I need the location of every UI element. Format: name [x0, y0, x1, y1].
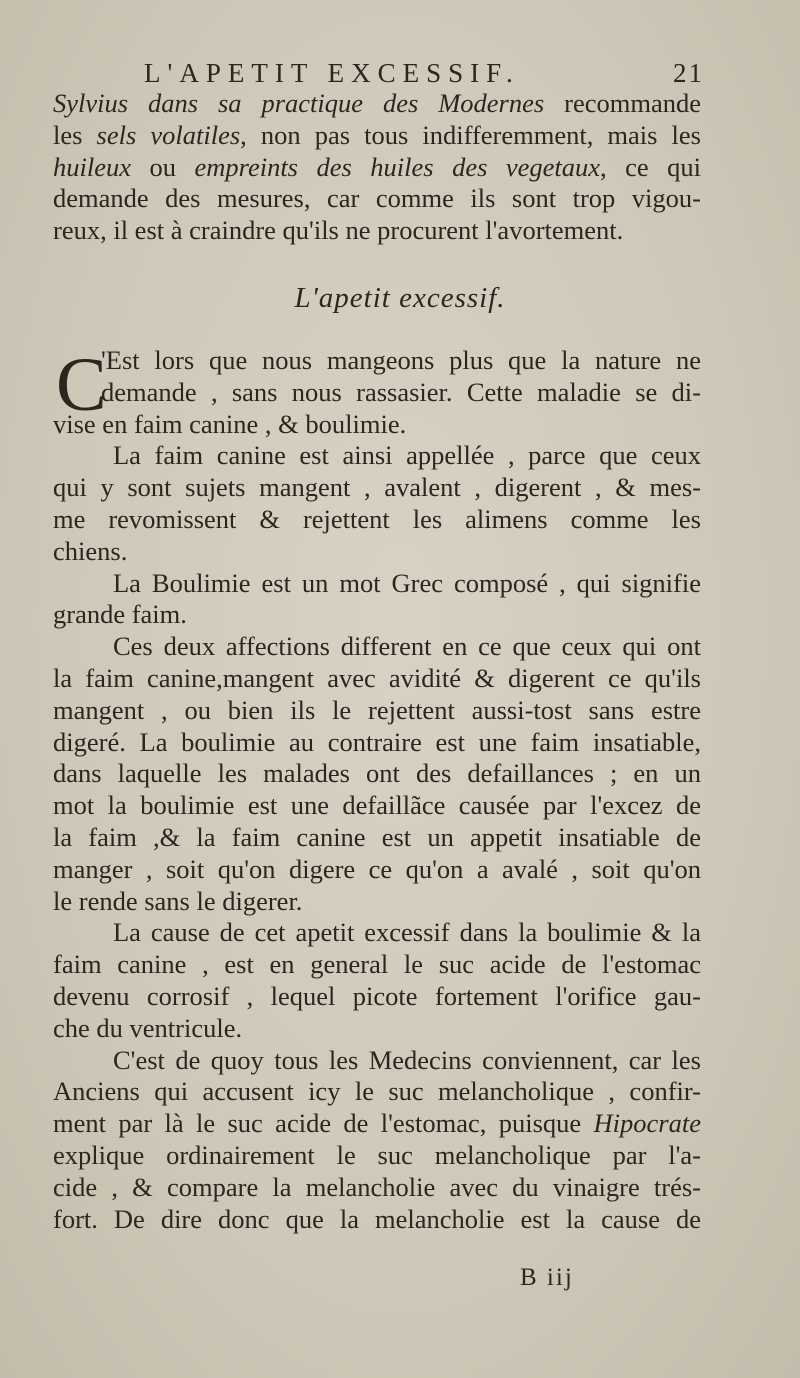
text-span: , non pas tous indifferemment, mais les [240, 119, 701, 150]
text-line: Ces deux affections different en ce que ceux qui ont [113, 631, 701, 662]
text-line: cide , & compare la melancholie avec du vinaigre trés- [53, 1171, 701, 1202]
text-line: La Boulimie est un mot Grec composé , qui signifie [113, 567, 701, 598]
text-span: huileux [53, 151, 131, 182]
text-line: Anciens qui accusent icy le suc melancholique , confir- [53, 1076, 701, 1107]
text-line: explique ordinairement le suc melancholique par l'a- [53, 1139, 701, 1170]
text-span: ou [131, 151, 195, 182]
text-line [53, 88, 701, 120]
text-line: La faim canine est ainsi appellée , parce que ceux [113, 440, 701, 471]
text-span: demande des mesures, car comme ils sont trop vigou- [53, 183, 701, 214]
text-span: sels volatiles [96, 119, 241, 150]
text-line: mangent , ou bien ils le rejettent aussi-tost sans estre [53, 694, 701, 725]
text-line [53, 152, 701, 184]
signature-mark: B iij [520, 1264, 574, 1291]
text-line: ment par là le suc acide de l'estomac, puisque Hipocrate [53, 1108, 701, 1139]
intro-paragraph [53, 88, 701, 247]
text-span: les [53, 119, 97, 150]
text-line: manger , soit qu'on digere ce qu'on a avalé , soit qu'on [53, 853, 701, 884]
text-span: , ce qui [600, 151, 702, 182]
text-line: qui y sont sujets mangent , avalent , digerent , & mes- [53, 472, 701, 503]
text-line: mot la boulimie est une defaillãce causée par l'excez de [53, 790, 701, 821]
text-span: empreints des huiles des vegetaux [194, 151, 601, 182]
text-span: Sylvius dans sa practique des Modernes [53, 88, 545, 118]
text-line: C'est de quoy tous les Medecins conviennent, car les [113, 1044, 701, 1075]
text-line: che du ventricule. [53, 1012, 243, 1043]
text-line: faim canine , est en general le suc acide de l'estomac [53, 949, 701, 980]
text-line: le rende sans le digerer. [53, 885, 303, 916]
text-line: me revomissent & rejettent les alimens comme les [53, 503, 701, 534]
text-line: vise en faim canine , & boulimie. [53, 408, 407, 439]
text-line: digeré. La boulimie au contraire est une faim insatiable, [53, 726, 701, 757]
text-line: grande faim. [53, 599, 187, 630]
text-span: recommande [544, 88, 701, 118]
section-title: L'apetit excessif. [294, 282, 506, 314]
running-head-title: L'APETIT EXCESSIF. [144, 58, 520, 88]
text-line: fort. De dire donc que la melancholie est la cause de [53, 1203, 701, 1234]
text-line: devenu corrosif , lequel picote fortement l'orifice gau- [53, 980, 701, 1011]
text-line: chiens. [53, 535, 128, 566]
running-head [52, 58, 704, 92]
text-line: la faim canine,mangent avec avidité & digerent ce qu'ils [53, 662, 701, 693]
text-span: reux, il est à craindre qu'ils ne procurent l'avortement. [53, 215, 624, 246]
text-line [53, 120, 701, 152]
text-line: 'Est lors que nous mangeons plus que la nature ne [101, 345, 701, 375]
page-number: 21 [673, 58, 704, 88]
text-line: La cause de cet apetit excessif dans la boulimie & la [113, 917, 701, 948]
text-line: la faim ,& la faim canine est un appetit insatiable de [53, 821, 701, 852]
drop-cap: C [56, 343, 107, 427]
body-text [53, 345, 701, 1235]
text-line: demande , sans nous rassasier. Cette maladie se di- [101, 376, 701, 407]
text-line [53, 183, 701, 215]
text-line [53, 215, 701, 247]
text-line: dans laquelle les malades ont des defaillances ; en un [53, 758, 701, 789]
